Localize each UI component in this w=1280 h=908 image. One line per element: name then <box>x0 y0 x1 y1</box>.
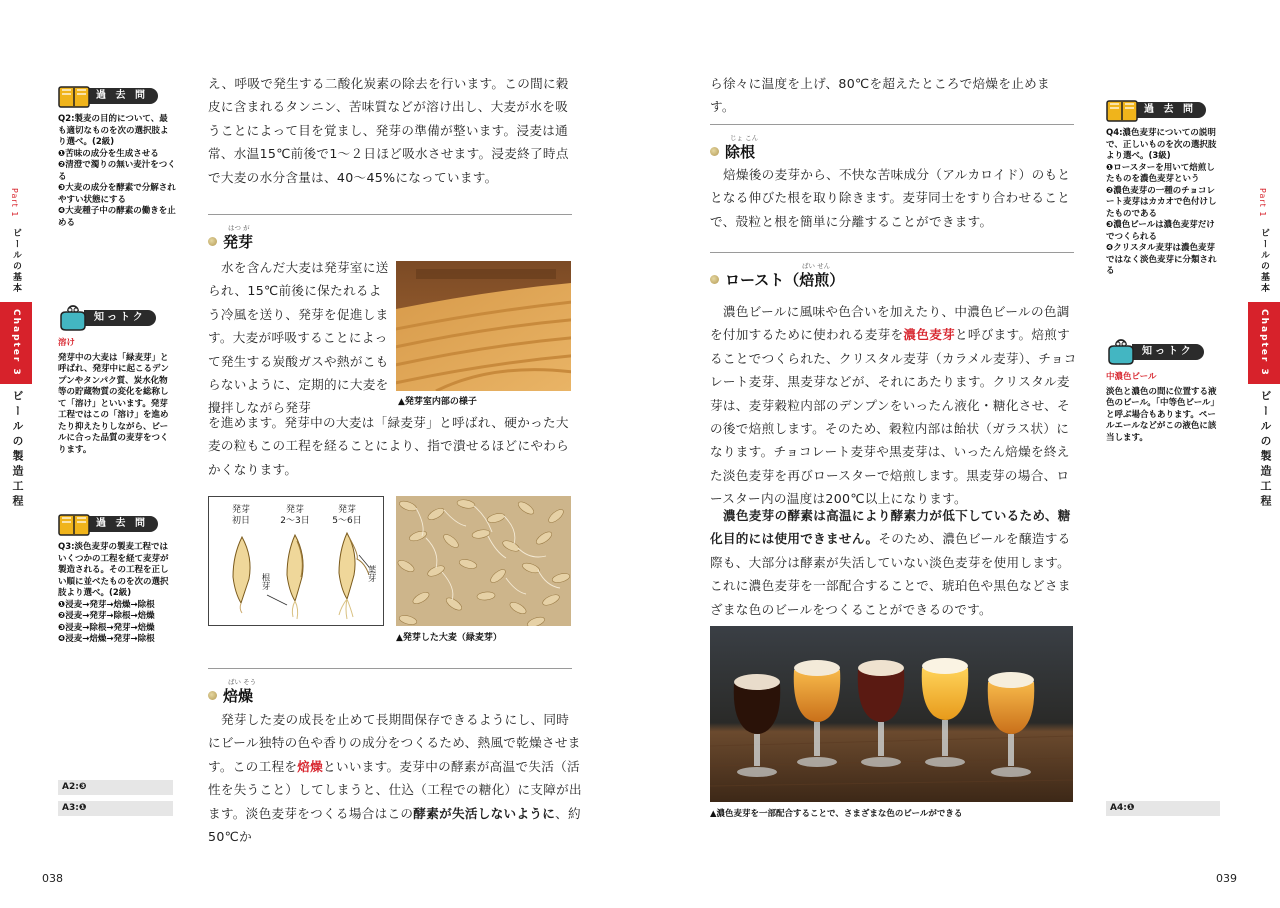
badge-label: 知っトク <box>84 310 156 326</box>
purse-icon <box>1106 338 1136 366</box>
past-question-badge <box>1106 96 1222 124</box>
badge-label: 過 去 問 <box>1134 102 1206 118</box>
heading-ruby: はつ が <box>228 224 250 232</box>
heading-ruby: じょ こん <box>730 134 759 142</box>
baisou-text-2c: 、約50℃か <box>208 805 581 845</box>
beer-glasses-photo <box>710 626 1073 802</box>
bullet-dot-icon <box>710 147 719 156</box>
part-label: Part 1 <box>10 188 19 218</box>
intro-paragraph: ら徐々に温度を上げ、80℃を超えたところで焙燥を止めます。 <box>710 76 1050 115</box>
baisou-keyword: 焙燥 <box>297 758 324 774</box>
heading-text: 除根 <box>725 143 756 161</box>
baisou-bold: 酵素が失活しないように <box>413 805 556 821</box>
heading-ruby: ばい そう <box>228 678 257 686</box>
sprout-label: 葉芽 <box>366 565 376 582</box>
option-4: ❹大麦種子中の酵素の働きを止める <box>58 206 176 228</box>
part-title: ビールの基本 <box>11 228 21 294</box>
hatsuga-paragraph-1 <box>208 256 390 420</box>
tip-term: 溶け <box>58 338 76 348</box>
baisou-text-2b: といいます。麦芽中の酵素が高温で失活（活性を失うこと）してしまうと、仕込（工程での糖化）に支障が出ます。淡色麦芽をつくる場合はこの <box>208 758 582 821</box>
roast-keyword: 濃色麦芽 <box>903 327 955 343</box>
bullet-dot-icon <box>208 237 217 246</box>
past-question-q3 <box>58 510 176 646</box>
badge-label: 知っトク <box>1132 344 1204 360</box>
past-question-badge <box>58 510 176 538</box>
heading-text: 焙燥 <box>223 687 254 705</box>
tip-box <box>1106 338 1222 444</box>
roast-paragraph-2 <box>710 504 1078 621</box>
beer-photo-caption: ▲濃色麦芽を一部配合することで、さまざまな色のビールができる <box>710 809 963 819</box>
germination-diagram <box>208 496 384 626</box>
baisou-text-2a: この工程を <box>232 758 298 774</box>
heading-text: ロースト（焙煎） <box>725 271 845 289</box>
section-heading-roast <box>710 252 1074 302</box>
right-page <box>640 0 1280 908</box>
answer-a2: A2:❸ <box>58 780 173 795</box>
chapter-label: Chapter 3 <box>1248 302 1280 384</box>
option-4: ❹クリスタル麦芽は濃色麦芽ではなく淡色麦芽に分類される <box>1106 243 1217 276</box>
heading-title <box>208 231 253 252</box>
germination-room-photo <box>396 261 571 391</box>
question-text: Q2:製麦の目的について、最も適切なものを次の選択肢より選べ。(2級) <box>58 114 169 147</box>
chapter-tab <box>1248 180 1280 510</box>
heading-text: 発芽 <box>223 233 254 251</box>
baisou-text-1: 発芽した麦の成長を止めて長期間保存できるようにし、同時にビール独特の色や香りの成分をつくるため、熱風で乾燥させます。 <box>208 712 581 774</box>
option-2: ❷清澄で濁りの無い麦汁をつくる <box>58 160 176 182</box>
heading-title <box>710 269 844 290</box>
option-3: ❸浸麦→除根→発芽→焙燥 <box>58 622 155 633</box>
option-2: ❷浸麦→発芽→除根→焙燥 <box>58 611 155 621</box>
grain-drawings <box>209 497 385 627</box>
option-1: ❶苦味の成分を生成させる <box>58 148 159 159</box>
purse-icon <box>58 304 88 332</box>
tip-box <box>58 304 176 456</box>
chapter-tab <box>0 180 32 510</box>
page-number-left: 038 <box>42 872 63 885</box>
option-3: ❸濃色ビールは濃色麦芽だけでつくられる <box>1106 220 1215 242</box>
intro-paragraph: え、呼吸で発生する二酸化炭素の除去を行います。この間に穀皮に含まれるタンニン、苦味質などが溶け出し、大麦が水を吸うことによって目を覚まし、発芽の準備が整います。浸麦は通常、水温15℃前後で1〜２日ほど吸水させます。浸麦終了時点で大麦の水分含量は、40〜45%になっています。 <box>208 76 569 185</box>
jokon-text: 焙燥後の麦芽から、不快な苦味成分（アルカロイド）のもととなる伸びた根を取り除きます。麦芽同士をすり合わせることで、殻粒と根を簡単に分離することができます。 <box>710 167 1071 229</box>
bullet-dot-icon <box>710 275 719 284</box>
roast-text-1a: 濃色ビールに風味や色合いを加えたり、中濃色ビールの色調を付加するために使われる麦芽を <box>710 304 1070 343</box>
roast-text-2: そのため、濃色ビールを醸造する際も、大部分は酵素が失活していない淡色麦芽を使用します。これに濃色麦芽を一部配合することで、琥珀色や黒色などさまざまな色のビールをつくることができるのです。 <box>710 531 1071 617</box>
sprouted-barley-photo <box>396 496 571 626</box>
option-4: ❹浸麦→焙燥→発芽→除根 <box>58 634 155 644</box>
answer-a3: A3:❶ <box>58 801 173 816</box>
tip-term: 中濃色ビール <box>1106 372 1157 382</box>
stage-label-day5-6-text: 発芽 5〜6日 <box>332 505 362 526</box>
germination-room-caption: ▲発芽室内部の様子 <box>398 397 477 407</box>
badge-label: 過 去 問 <box>86 88 158 104</box>
option-2: ❷濃色麦芽の一種のチョコレート麦芽はカカオで色付けしたものである <box>1106 185 1217 219</box>
book-icon <box>1106 98 1138 122</box>
past-question-badge <box>58 82 176 110</box>
part-title: ビールの基本 <box>1259 228 1269 294</box>
roast-bold: 濃色麦芽の酵素は高温により酵素力が低下しているため、糖化目的には使用できません。 <box>710 508 1071 547</box>
badge-label: 過 去 問 <box>86 516 158 532</box>
past-question-q4 <box>1106 96 1222 278</box>
heading-title <box>208 685 253 706</box>
page-number-right: 039 <box>1216 872 1237 885</box>
tip-badge <box>58 304 176 332</box>
roast-paragraph-1 <box>710 300 1078 511</box>
stage-label-day1-text: 発芽 初日 <box>231 505 250 526</box>
hatsuga-paragraph-1-text: 水を含んだ大麦は発芽室に送られ、15℃前後に保たれるよう冷風を送り、発芽を促進します。大麦が呼吸することによって発生する炭酸ガスや熱がこもらないように、定期的に大麦を攪拌しながら発芽 <box>208 260 389 416</box>
heading-title <box>710 141 755 162</box>
tip-text: 淡色と濃色の間に位置する液色のビール。「中等色ビール」と呼ぶ場合もあります。ペールエールなどがこの液色に該当します。 <box>1106 386 1220 443</box>
jokon-paragraph <box>710 163 1078 233</box>
baisou-paragraph <box>208 708 582 848</box>
root-label: 根芽 <box>260 573 270 590</box>
tip-text: 発芽中の大麦は「緑麦芽」と呼ばれ、発芽中に起こるデンプンやタンパク質、炭水化物等の貯蔵物質の変化を総称して「溶け」といいます。発芽工程ではこの「溶け」を進めたり抑えたりしながら、ビールに合った品質の麦芽をつくります。 <box>58 352 169 455</box>
question-text: Q3:淡色麦芽の製麦工程ではいくつかの工程を経て麦芽が製造される。その工程を正しい順に並べたものを次の選択肢より選べ。(2級) <box>58 542 169 598</box>
hatsuga-paragraph-2: を進めます。発芽中の大麦は「緑麦芽」と呼ばれ、硬かった大麦の粒もこの工程を経ることにより、指で潰せるほどにやわらかくなります。 <box>208 415 570 477</box>
chapter-title: ビールの製造工程 <box>1259 390 1272 510</box>
stage-label-day2-3-text: 発芽 2〜3日 <box>280 505 310 526</box>
part-label: Part 1 <box>1258 188 1267 218</box>
chapter-title: ビールの製造工程 <box>11 390 24 510</box>
question-text: Q4:濃色麦芽についての説明で、正しいものを次の選択肢より選べ。(3級) <box>1106 128 1217 161</box>
sprouted-barley-caption: ▲発芽した大麦（緑麦芽） <box>396 633 502 643</box>
answer-a4: A4:❶ <box>1106 801 1220 816</box>
tip-badge <box>1106 338 1222 366</box>
chapter-label: Chapter 3 <box>0 302 32 384</box>
book-icon <box>58 512 90 536</box>
option-1: ❶浸麦→発芽→焙燥→除根 <box>58 599 155 610</box>
book-icon <box>58 84 90 108</box>
roast-text-1b: と呼びます。焙煎することでつくられた、クリスタル麦芽（カラメル麦芽）、チョコレート麦芽、黒麦芽などが、それにあたります。クリスタル麦芽は、麦芽穀粒内部のデンプンをいったん液化・糖化させ、その後で焙煎します。そのため、穀粒内部は飴状（ガラス状）になります。チョコレート麦芽や黒麦芽は、いったん焙燥を終えた淡色麦芽を再びロースターで焙煎します。黒麦芽の場合、ロースター内の温度は200℃以上になります。 <box>710 327 1077 507</box>
past-question-q2 <box>58 82 176 229</box>
heading-ruby: ばい せん <box>802 262 831 270</box>
option-1: ❶ロースターを用いて焙煎したものを濃色麦芽という <box>1106 162 1215 184</box>
bullet-dot-icon <box>208 691 217 700</box>
option-3: ❸大麦の成分を酵素で分解されやすい状態にする <box>58 183 176 205</box>
